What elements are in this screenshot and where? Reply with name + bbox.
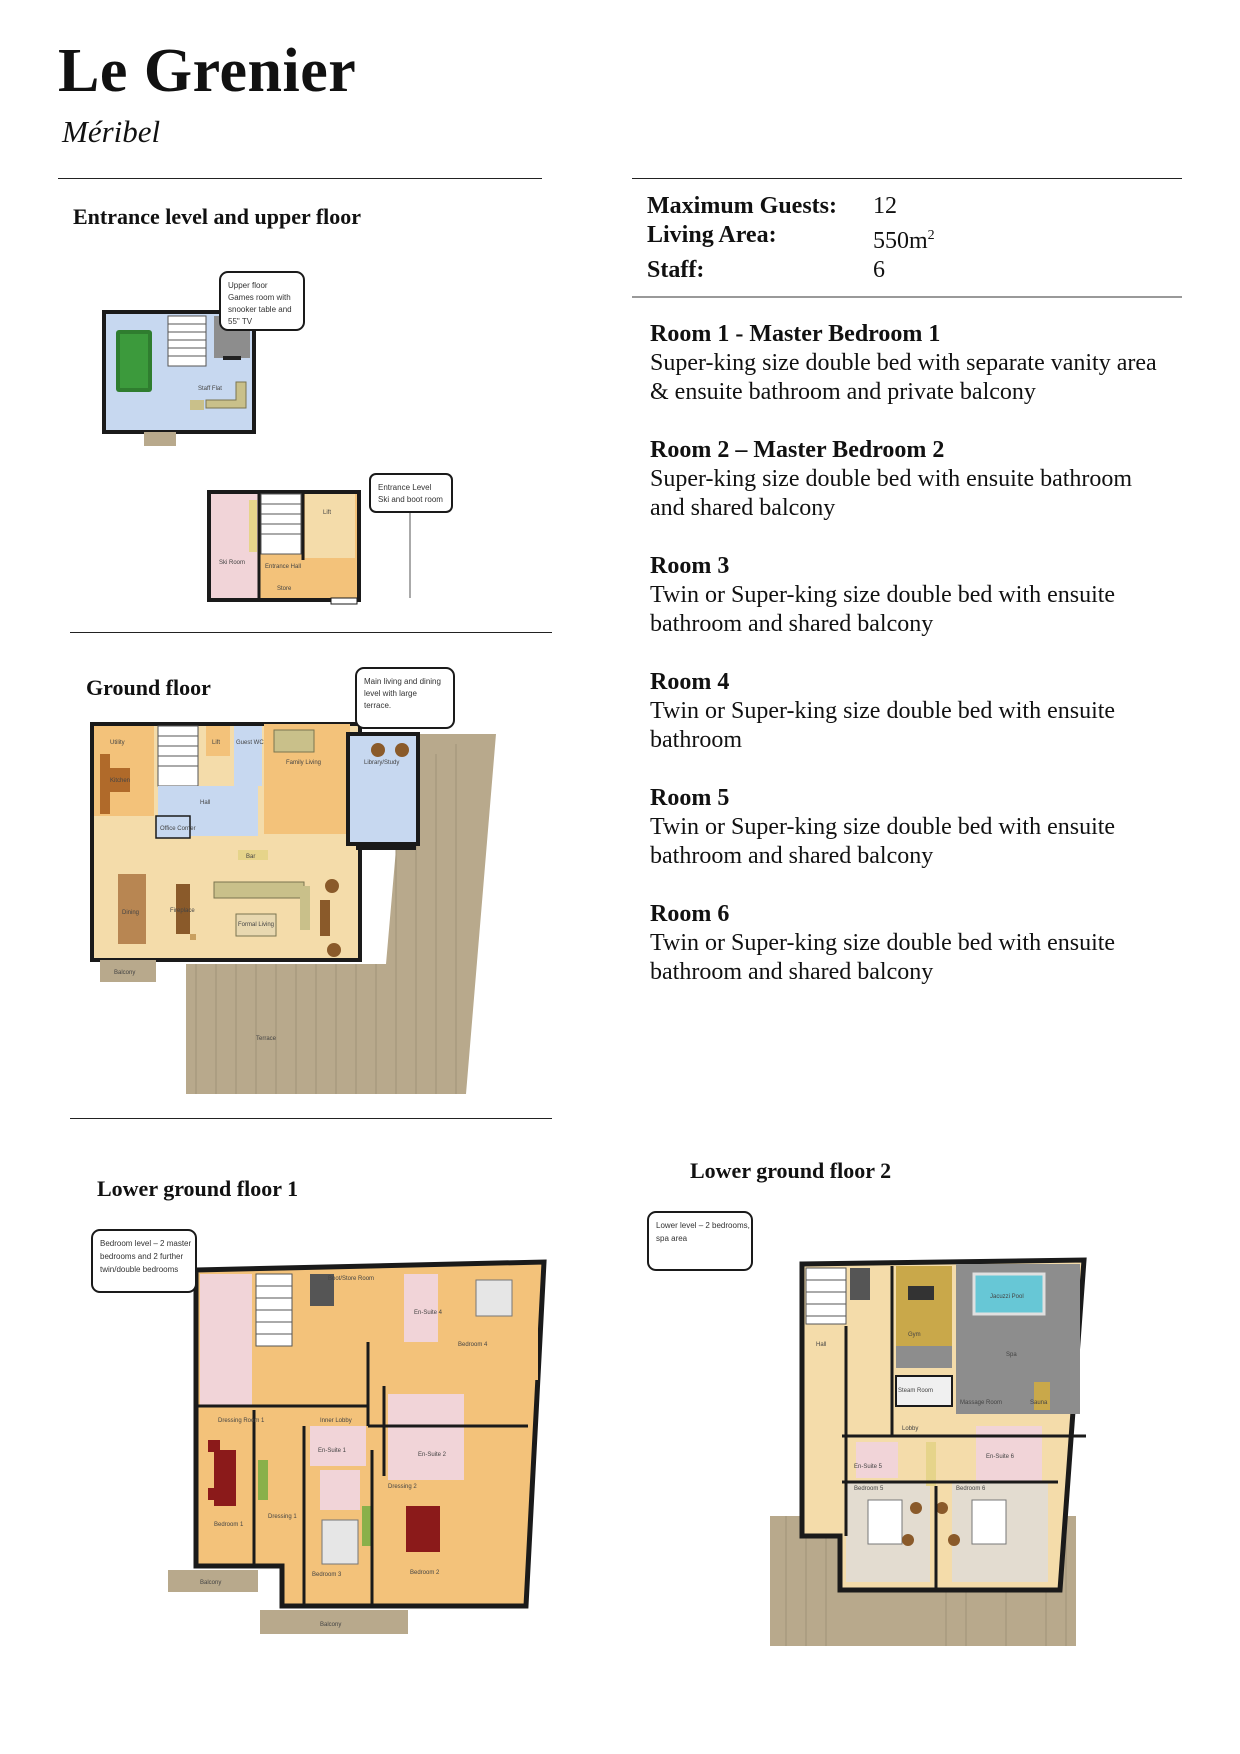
note-lower2-line: spa area	[656, 1234, 688, 1243]
room-description: Super-king size double bed with separate vanity area & ensuite bathroom and private balcony	[650, 350, 1157, 405]
svg-text:Hall: Hall	[816, 1342, 827, 1348]
section-label-entrance-upper: Entrance level and upper floor	[73, 204, 362, 229]
svg-text:Balcony: Balcony	[320, 1622, 342, 1628]
svg-text:Family Living: Family Living	[286, 760, 322, 766]
svg-text:Library/Study: Library/Study	[364, 760, 400, 766]
property-facts	[647, 192, 935, 285]
room-title: Room 3	[650, 553, 730, 579]
note-upper-line: Games room with	[228, 293, 291, 302]
svg-text:Hall: Hall	[200, 800, 211, 806]
svg-text:Spa: Spa	[1006, 1352, 1017, 1358]
room-list	[650, 320, 1170, 1016]
svg-text:Fireplace: Fireplace	[170, 908, 195, 914]
svg-text:En-Suite 1: En-Suite 1	[318, 1448, 347, 1454]
svg-text:En-Suite 2: En-Suite 2	[418, 1452, 447, 1458]
room-item	[650, 784, 1170, 871]
room-description: Twin or Super-king size double bed with ensuite bathroom	[650, 698, 1116, 753]
note-lower1-line: Bedroom level – 2 master	[100, 1239, 192, 1248]
divider-facts	[632, 296, 1182, 298]
page-title: Le Grenier	[58, 37, 357, 105]
room-item	[650, 668, 1170, 755]
svg-text:En-Suite 6: En-Suite 6	[986, 1454, 1015, 1460]
room-title: Room 5	[650, 785, 730, 811]
svg-text:Guest WC: Guest WC	[236, 740, 264, 746]
svg-text:Formal Living: Formal Living	[238, 922, 275, 928]
note-upper-line: snooker table and	[228, 305, 292, 314]
svg-text:Dressing 2: Dressing 2	[388, 1484, 417, 1490]
svg-text:Entrance Hall: Entrance Hall	[265, 564, 302, 570]
room-description: Super-king size double bed with ensuite bathroom and shared balcony	[650, 466, 1133, 521]
fact-value: $550m^2$	[873, 228, 935, 254]
svg-text:Massage Room: Massage Room	[960, 1400, 1003, 1406]
note-entrance-line: Ski and boot room	[378, 495, 443, 504]
upper-floor-plan	[98, 258, 344, 458]
divider-top-left	[58, 178, 542, 179]
fact-label: Staff:	[647, 257, 705, 283]
note-ground-line: Main living and dining	[364, 677, 441, 686]
svg-text:Inner Lobby: Inner Lobby	[320, 1418, 352, 1424]
svg-text:Bedroom 3: Bedroom 3	[312, 1572, 342, 1578]
room-item	[650, 436, 1170, 523]
divider-left-1	[70, 632, 552, 633]
svg-text:Store: Store	[277, 586, 292, 592]
svg-text:Gym: Gym	[908, 1332, 921, 1338]
svg-text:Ski Room: Ski Room	[219, 560, 246, 566]
room-item	[650, 320, 1170, 407]
fact-label: Maximum Guests:	[647, 193, 837, 219]
note-lower2-line: Lower level – 2 bedrooms,	[656, 1221, 750, 1230]
svg-text:Dining: Dining	[122, 910, 140, 916]
room-item	[650, 552, 1170, 639]
note-ground-line: level with large	[364, 689, 417, 698]
note-entrance-line: Entrance Level	[378, 483, 432, 492]
svg-text:Dressing Room 1: Dressing Room 1	[218, 1418, 265, 1424]
svg-text:En-Suite 5: En-Suite 5	[854, 1464, 883, 1470]
svg-text:Bedroom 5: Bedroom 5	[854, 1486, 884, 1492]
fact-value: 6	[873, 257, 885, 283]
lower-ground-floor-1-plan	[88, 1226, 548, 1636]
svg-text:Lift: Lift	[212, 740, 221, 746]
svg-text:Balcony: Balcony	[114, 970, 136, 976]
fact-row	[647, 256, 935, 285]
svg-text:Lift: Lift	[323, 510, 332, 516]
room-description: Twin or Super-king size double bed with ensuite bathroom and shared balcony	[650, 814, 1116, 869]
section-label-ground: Ground floor	[86, 675, 211, 700]
section-label-lower-2: Lower ground floor 2	[690, 1158, 892, 1183]
svg-text:Bar: Bar	[246, 854, 256, 860]
svg-text:Terrace: Terrace	[256, 1036, 277, 1042]
room-description: Twin or Super-king size double bed with ensuite bathroom and shared balcony	[650, 930, 1116, 985]
room-title: Room 6	[650, 901, 730, 927]
svg-text:Steam Room: Steam Room	[898, 1388, 934, 1394]
note-upper-line: Upper floor	[228, 281, 268, 290]
svg-text:Bedroom 4: Bedroom 4	[458, 1342, 488, 1348]
svg-text:Jacuzzi Pool: Jacuzzi Pool	[990, 1294, 1024, 1300]
svg-text:Kitchen: Kitchen	[110, 778, 131, 784]
room-description: Twin or Super-king size double bed with ensuite bathroom and shared balcony	[650, 582, 1116, 637]
svg-text:En-Suite 4: En-Suite 4	[414, 1310, 443, 1316]
note-ground-line: terrace.	[364, 701, 392, 710]
location-subtitle: Méribel	[62, 114, 161, 149]
room-item	[650, 900, 1170, 987]
fact-row	[647, 192, 935, 221]
fact-row	[647, 221, 935, 256]
svg-text:Balcony: Balcony	[200, 1580, 222, 1586]
svg-text:Staff Flat: Staff Flat	[198, 386, 222, 392]
svg-text:Dressing 1: Dressing 1	[268, 1514, 297, 1520]
divider-top-right	[632, 178, 1182, 179]
svg-text:Boot/Store Room: Boot/Store Room	[328, 1276, 375, 1282]
section-label-lower-1: Lower ground floor 1	[97, 1176, 299, 1201]
svg-text:Office Corner: Office Corner	[160, 826, 196, 832]
room-title: Room 1 - Master Bedroom 1	[650, 321, 941, 347]
note-lower1-line: bedrooms and 2 further	[100, 1252, 184, 1261]
room-title: Room 2 – Master Bedroom 2	[650, 437, 945, 463]
fact-label: Living Area:	[647, 222, 777, 248]
svg-text:Sauna: Sauna	[1030, 1400, 1048, 1406]
svg-text:Bedroom 1: Bedroom 1	[214, 1522, 244, 1528]
note-upper-line: 55" TV	[228, 317, 253, 326]
svg-text:Bedroom 2: Bedroom 2	[410, 1570, 440, 1576]
svg-text:Utility: Utility	[110, 740, 125, 746]
ground-floor-plan	[86, 664, 516, 1094]
note-lower1-line: twin/double bedrooms	[100, 1265, 179, 1274]
svg-text:Bedroom 6: Bedroom 6	[956, 1486, 986, 1492]
room-title: Room 4	[650, 669, 730, 695]
svg-text:Lobby: Lobby	[902, 1426, 919, 1432]
divider-left-2	[70, 1118, 552, 1119]
lower-ground-floor-2-plan	[646, 1206, 1086, 1646]
entrance-level-plan	[205, 470, 475, 610]
fact-value: 12	[873, 193, 897, 219]
